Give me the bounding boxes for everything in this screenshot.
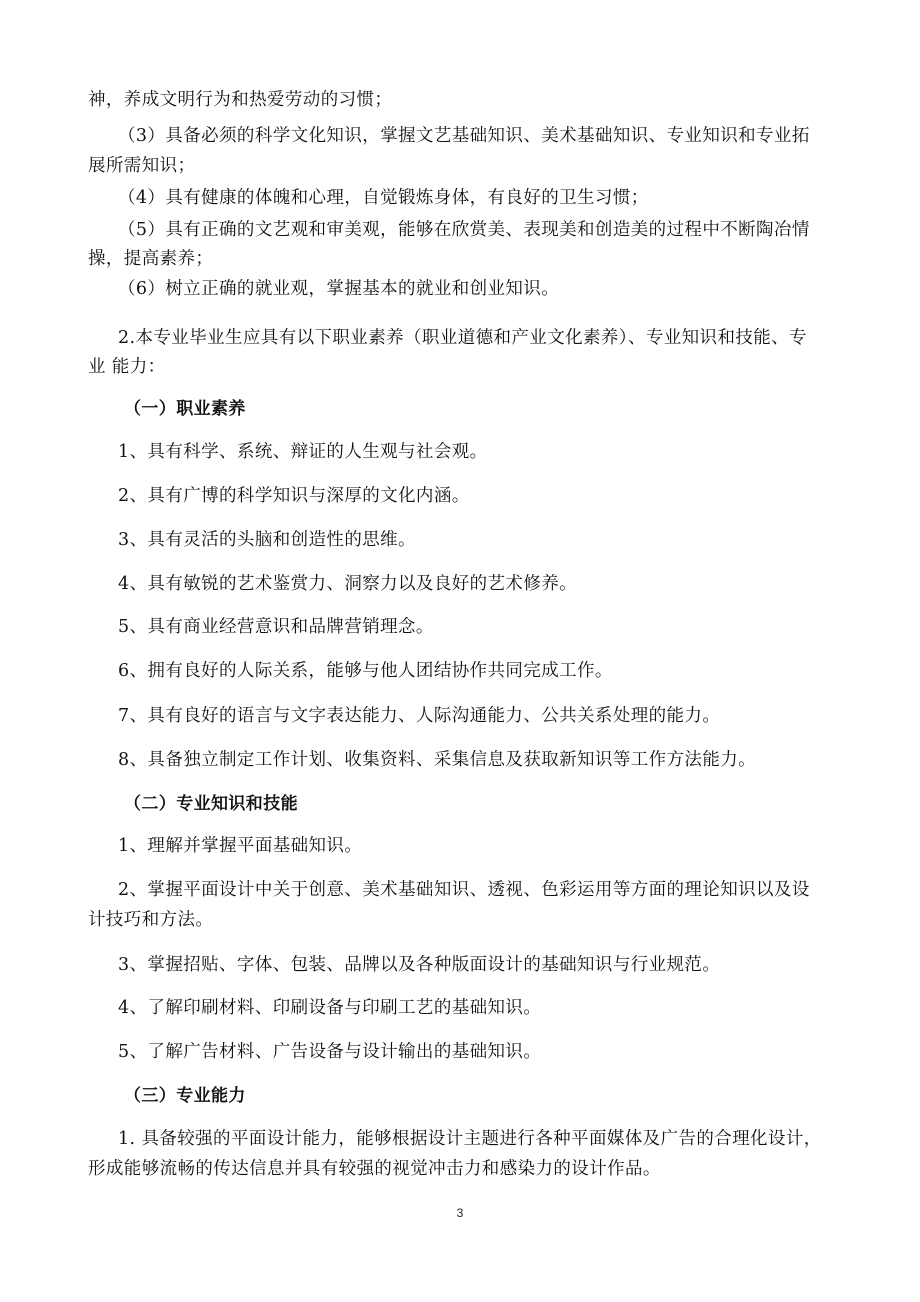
paragraph-line: 2.本专业毕业生应具有以下职业素养（职业道德和产业文化素养）、专业知识和技能、专 (118, 328, 807, 348)
list-item: 3、掌握招贴、字体、包装、品牌以及各种版面设计的基础知识与行业规范。 (118, 955, 721, 975)
list-item: 6、拥有良好的人际关系，能够与他人团结协作共同完成工作。 (118, 661, 613, 681)
section-heading: （三）专业能力 (124, 1086, 246, 1106)
paragraph-line: （5）具有正确的文艺观和审美观，能够在欣赏美、表现美和创造美的过程中不断陶冶情 (118, 220, 810, 240)
list-item: 1、理解并掌握平面基础知识。 (118, 836, 363, 856)
list-item: 7、具有良好的语言与文字表达能力、人际沟通能力、公共关系处理的能力。 (118, 706, 721, 726)
list-item: 5、具有商业经营意识和品牌营销理念。 (118, 617, 434, 637)
paragraph-line: （6）树立正确的就业观，掌握基本的就业和创业知识。 (118, 279, 560, 299)
paragraph-line: 形成能够流畅的传达信息并具有较强的视觉冲击力和感染力的设计作品。 (88, 1159, 661, 1179)
list-item: 5、了解广告材料、广告设备与设计输出的基础知识。 (118, 1042, 542, 1062)
page-number: 3 (456, 1206, 464, 1220)
paragraph-line: （4）具有健康的体魄和心理，自觉锻炼身体，有良好的卫生习惯； (118, 188, 649, 208)
list-item: 4、具有敏锐的艺术鉴赏力、洞察力以及良好的艺术修养。 (118, 574, 578, 594)
paragraph-line: 计技巧和方法。 (88, 910, 214, 930)
section-heading: （二）专业知识和技能 (124, 794, 298, 814)
paragraph-line: 业 能力： (88, 357, 166, 377)
paragraph-line: （3）具备必须的科学文化知识，掌握文艺基础知识、美术基础知识、专业知识和专业拓 (118, 126, 810, 146)
list-item: 8、具备独立制定工作计划、收集资料、采集信息及获取新知识等工作方法能力。 (118, 750, 757, 770)
paragraph-line: 操，提高素养； (88, 249, 214, 269)
section-heading: （一）职业素养 (124, 399, 246, 419)
list-item: 3、具有灵活的头脑和创造性的思维。 (118, 530, 416, 550)
list-item: 1. 具备较强的平面设计能力，能够根据设计主题进行各种平面媒体及广告的合理化设计， (118, 1129, 822, 1149)
paragraph-line: 展所需知识； (88, 156, 196, 176)
list-item: 2、具有广博的科学知识与深厚的文化内涵。 (118, 486, 470, 506)
list-item: 2、掌握平面设计中关于创意、美术基础知识、透视、色彩运用等方面的理论知识以及设 (118, 880, 810, 900)
list-item: 1、具有科学、系统、辩证的人生观与社会观。 (118, 442, 488, 462)
list-item: 4、了解印刷材料、印刷设备与印刷工艺的基础知识。 (118, 998, 542, 1018)
paragraph-line: 神，养成文明行为和热爱劳动的习惯； (88, 90, 393, 110)
